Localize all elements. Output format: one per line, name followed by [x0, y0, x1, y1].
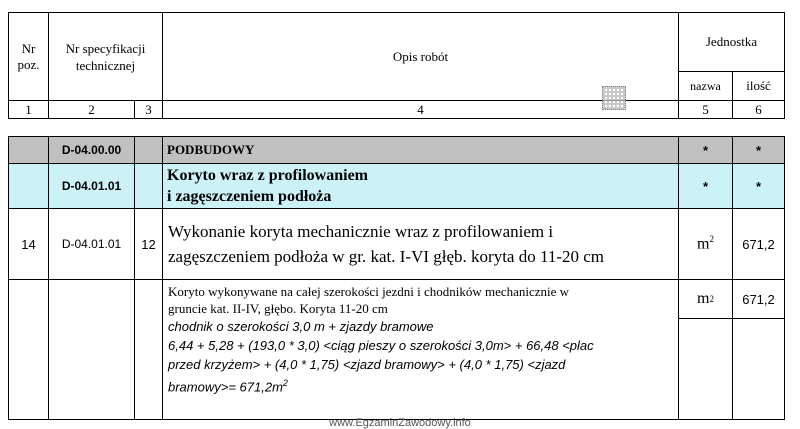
item-description: Wykonanie koryta mechanicznie wraz z profilowaniem i zagęszczeniem podłoża w gr. kat. I-VI głęb. koryta do 11-20 cm [163, 209, 679, 280]
subsection-qty: * [733, 164, 785, 209]
col-num-3: 3 [135, 101, 163, 119]
subsection-unit: * [679, 164, 733, 209]
detail-unit: m 2 [679, 280, 733, 420]
section-qty: * [733, 137, 785, 164]
section-row [9, 137, 785, 164]
header-table [8, 12, 785, 119]
item-code: D-04.01.01 [49, 209, 135, 280]
item-number: 12 [135, 209, 163, 280]
col-num-5: 5 [679, 101, 733, 119]
cost-estimate-table [8, 136, 785, 420]
column-numbers-row [9, 101, 785, 119]
section-unit: * [679, 137, 733, 164]
col-num-4: 4 [163, 101, 679, 119]
header-nazwa: nazwa [679, 72, 733, 101]
subsection-row [9, 164, 785, 209]
col-num-6: 6 [733, 101, 785, 119]
item-row [9, 209, 785, 280]
section-code: D-04.00.00 [49, 137, 135, 164]
header-opis: Opis robót [163, 13, 679, 101]
col-num-2: 2 [49, 101, 135, 119]
section-title: PODBUDOWY [163, 137, 679, 164]
detail-description: Koryto wykonywane na całej szerokości jezdni i chodników mechanicznie w gruncie kat. II-IV, głębo. Koryta 11-20 cm chodnik o szerokości 3,0 m + zjazdy bramowe 6,44 + 5,28 + (193,0 * 3,0) <ciąg pieszy o szerokości 3,0m> + 66,48 <plac przed krzyżem> + (4,0 * 1,75) <zjazd bramowy> + (4,0 * 1,75) <zjazd bramowy>= $671,2m^2$ [163, 280, 679, 420]
detail-quantity: 671,2 [733, 280, 785, 420]
detail-row [9, 280, 785, 420]
header-jednostka: Jednostka [679, 13, 785, 72]
subsection-title: Koryto wraz z profilowaniem i zagęszczeniem podłoża [163, 164, 679, 209]
item-position: 14 [9, 209, 49, 280]
subsection-code: D-04.01.01 [49, 164, 135, 209]
calculation-line-1: chodnik o szerokości 3,0 m + zjazdy bramowe [168, 319, 434, 334]
header-nr-poz: Nr poz. [9, 13, 49, 101]
col-num-1: 1 [9, 101, 49, 119]
calculation-line-2: 6,44 + 5,28 + (193,0 * 3,0) <ciąg pieszy o szerokości 3,0m> + 66,48 <plac [168, 338, 594, 353]
item-quantity: 671,2 [733, 209, 785, 280]
placeholder-image-icon [602, 86, 626, 110]
calculation-line-3: przed krzyżem> + (4,0 * 1,75) <zjazd bramowy> + (4,0 * 1,75) <zjazd [168, 357, 566, 372]
header-nr-spec: Nr specyfikacji technicznej [49, 13, 163, 101]
item-unit: $m^2$ [679, 209, 733, 280]
header-ilosc: ilość [733, 72, 785, 101]
calculation-line-4: bramowy>= $671,2m^2$ [168, 378, 288, 395]
watermark: www.EgzaminZawodowy.info [329, 417, 471, 429]
